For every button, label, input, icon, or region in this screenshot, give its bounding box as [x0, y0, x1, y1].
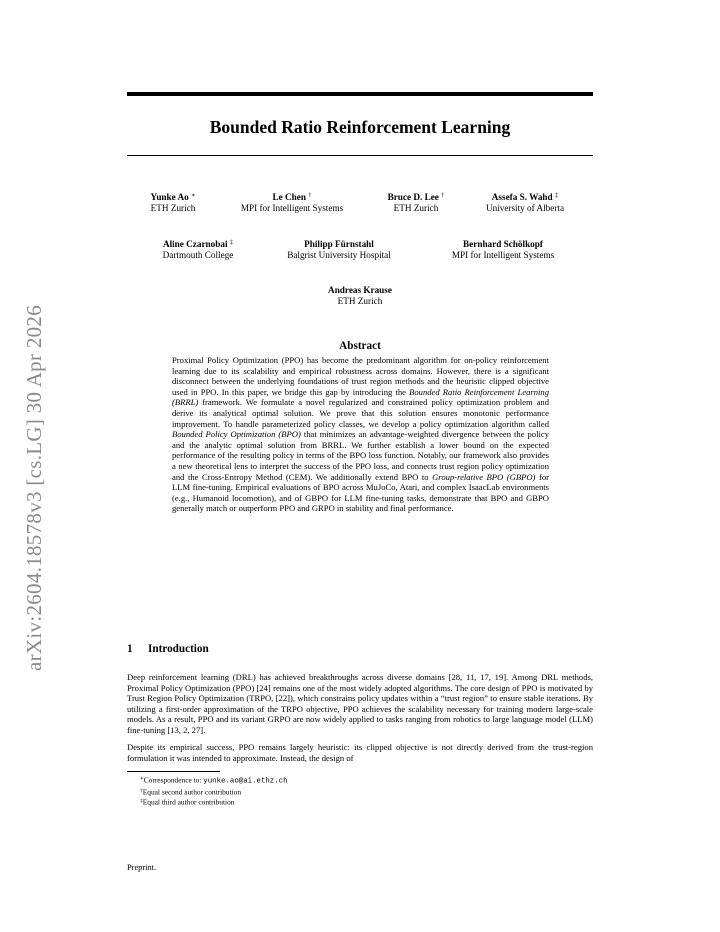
footnote	[140, 775, 288, 787]
author-mark: ‡	[554, 192, 559, 199]
intro-paragraph: Despite its empirical success, PPO remains largely heuristic: its clipped objective is not directly derived from the trust-region formulation it was intended to approximate. Instead, the design of	[127, 742, 593, 763]
paper-title: Bounded Ratio Reinforcement Learning	[209, 117, 511, 137]
author-affiliation: Balgrist University Hospital	[287, 250, 391, 260]
footnote-text: Equal second author contribution	[142, 787, 242, 797]
author-affiliation: MPI for Intelligent Systems	[240, 203, 344, 213]
abstract-segment: framework. We formulate a novel regularized and constrained policy optimization problem and derive its analytical optimal solution. We prove that this solution ensures monotonic performance improvement. To handle parameterized policy classes, we develop a policy optimization algorithm called	[172, 397, 549, 429]
abstract-segment: Proximal Policy Optimization (PPO) has become the predominant algorithm for on-policy reinforcement learning due to its scalability and empirical robustness across domains. However, there is a significant disconnect between the underlying foundations of trust region methods and the heuristic clipped objective used in PPO. In this paper, we bridge this gap by introducing the	[172, 355, 549, 397]
abstract-segment: for LLM fine-tuning. Empirical evaluations of BPO across MuJoCo, Atari, and complex IsaacLab environments (e.g., Humanoid locomotion), and of GBPO for LLM fine-tuning tasks, demonstrate that BPO and GBPO generally match or outperform PPO and GRPO in stability and final performance.	[172, 471, 549, 514]
footnote	[140, 787, 288, 797]
preprint-footer: Preprint.	[127, 863, 157, 872]
author-block	[163, 237, 234, 261]
footnote-rule	[127, 771, 220, 772]
abstract-emphasis: Bounded Policy Optimization (BPO)	[172, 429, 301, 440]
abstract-heading: Abstract	[339, 340, 381, 352]
arxiv-identifier: arXiv:2604.18578v3 [cs.LG] 30 Apr 2026	[22, 304, 46, 671]
abstract-text	[172, 355, 549, 514]
author-affiliation: ETH Zurich	[150, 203, 196, 213]
author-mark: †	[441, 192, 445, 199]
author-affiliation: ETH Zurich	[337, 296, 383, 306]
author-name: Bruce D. Lee	[387, 192, 439, 202]
author-block	[452, 237, 554, 261]
title-rule-top	[127, 92, 593, 96]
intro-paragraph: Deep reinforcement learning (DRL) has achieved breakthroughs across diverse domains [28, 11, 17, 19]. Among DRL methods, Proximal Policy Optimization (PPO) [24] remains one of the most widely adopted algorithms. The core design of PPO is motivated by Trust Region Policy Optimization (TRPO, [22]), which constrains policy updates within a “trust region” to ensure stable iterations. By utilizing a first-order approximation of the TRPO objective, PPO achieves the scalability necessary for training modern large-scale models. As a result, PPO and its variant GRPO are now widely applied to tasks ranging from robotics to large language model (LLM) fine-tuning [13, 2, 27].	[127, 672, 593, 735]
section-heading	[127, 643, 593, 655]
title-rule-bottom	[127, 155, 593, 156]
author-mark: ∗	[191, 192, 196, 199]
abstract-emphasis: Bounded Ratio Reinforcement Learning (BRRL)	[172, 386, 549, 408]
author-block	[328, 283, 392, 307]
abstract-segment: that minimizes an advantage-weighted divergence between the policy and the analytic optimal solution from BRRL. We further establish a lower bound on the expected performance of the resulting policy in terms of the BPO loss function. Notably, our framework also provides a new theoretical lens to interpret the success of the PPO loss, and connects trust region policy optimization and the Cross-Entropy Method (CEM). We additionally extend BPO to	[172, 429, 549, 482]
author-mark: ‡	[229, 239, 234, 246]
author-name: Yunke Ao	[150, 192, 189, 202]
author-affiliation: ETH Zurich	[393, 203, 439, 213]
author-name: Assefa S. Wahd	[491, 192, 553, 202]
author-block	[287, 237, 391, 261]
author-name: Le Chen	[272, 192, 306, 202]
footnotes	[140, 775, 288, 807]
author-affiliation: University of Alberta	[485, 203, 565, 213]
footnote-text: Correspondence to:	[143, 775, 204, 785]
section-title: Introduction	[148, 643, 209, 655]
author-block	[151, 190, 196, 214]
author-affiliation: MPI for Intelligent Systems	[451, 250, 555, 260]
author-block	[388, 190, 445, 214]
author-mark: †	[308, 192, 312, 199]
author-block	[486, 190, 564, 214]
footnote-text: Equal third author contribution	[142, 797, 235, 807]
author-name: Andreas Krause	[328, 285, 392, 295]
author-name: Bernhard Schölkopf	[463, 239, 543, 249]
author-affiliation: Dartmouth College	[162, 250, 234, 260]
footnote	[140, 797, 288, 807]
section-number: 1	[127, 643, 133, 655]
author-name: Aline Czarnobai	[162, 239, 228, 249]
abstract-emphasis: Group-relative BPO (GBPO)	[432, 471, 536, 482]
footnote-mark: ∗	[140, 776, 144, 782]
footnote-mark: ‡	[140, 798, 143, 805]
footnote-mark: †	[140, 788, 143, 795]
footnote-email-link[interactable]: yunke.ao@ai.ethz.ch	[203, 777, 288, 786]
author-block	[241, 190, 343, 214]
author-name: Philipp Fürnstahl	[304, 239, 374, 249]
